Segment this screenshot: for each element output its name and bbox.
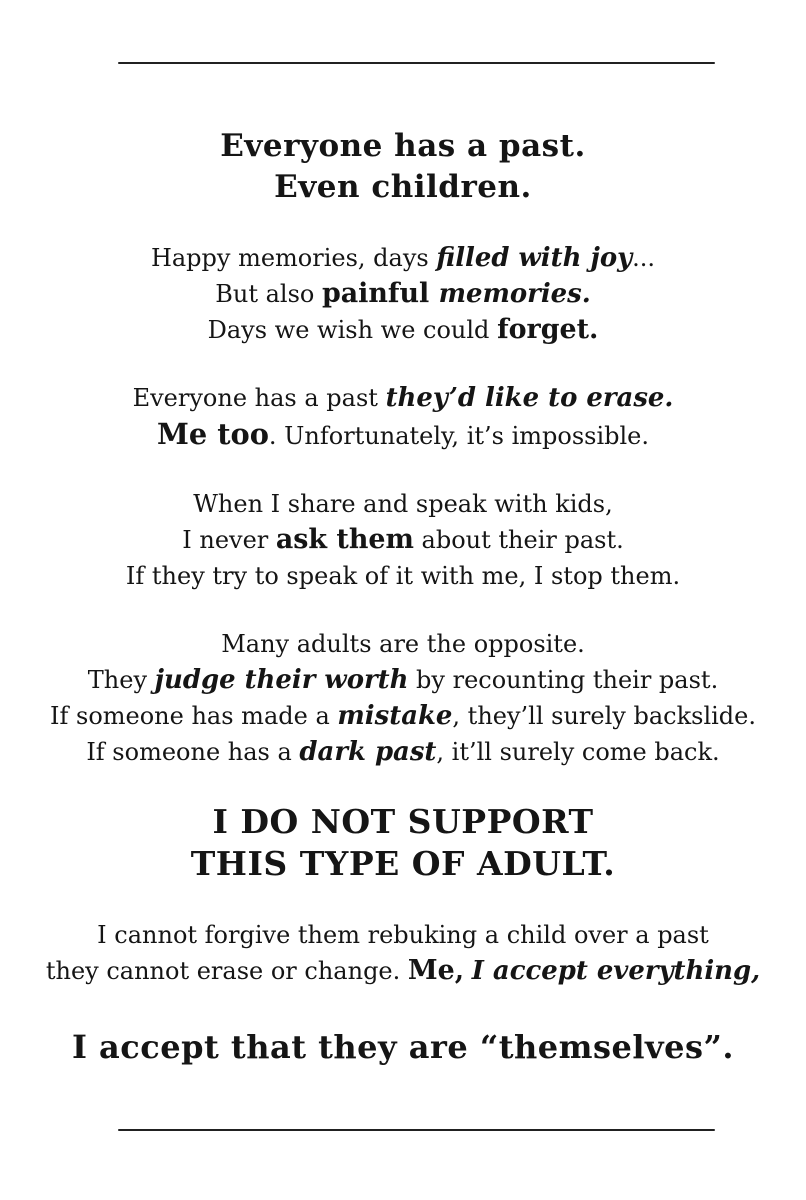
text-segment: If someone has a — [86, 738, 300, 766]
text-segment: judge their worth — [154, 665, 409, 695]
kids-paragraph — [0, 486, 806, 594]
erase-paragraph — [0, 380, 806, 454]
text-segment: they’d like to erase. — [385, 383, 674, 413]
text-segment: , they’ll surely backslide. — [452, 702, 756, 730]
text-segment: I cannot forgive them rebuking a child over a past — [97, 921, 709, 949]
text-line — [0, 380, 806, 416]
text-segment — [464, 957, 472, 985]
text-line — [0, 801, 806, 843]
text-segment: about their past. — [413, 526, 624, 554]
text-line — [0, 240, 806, 276]
text-segment: I DO NOT SUPPORT — [212, 802, 594, 841]
text-segment: But also — [215, 280, 322, 308]
text-segment: Happy memories, days — [150, 244, 437, 272]
text-segment: Many adults are the opposite. — [221, 630, 585, 658]
text-line — [0, 953, 806, 989]
text-segment: When I share and speak with kids, — [193, 490, 613, 518]
text-segment: , it’ll surely come back. — [436, 738, 720, 766]
text-segment: filled with joy — [436, 243, 633, 273]
memories-paragraph — [0, 240, 806, 348]
text-line — [0, 167, 806, 208]
text-line — [0, 626, 806, 662]
text-segment: they cannot erase or change. — [45, 957, 408, 985]
text-line — [0, 698, 806, 734]
text-line — [0, 486, 806, 522]
text-line — [0, 734, 806, 770]
text-segment: forget. — [497, 314, 599, 345]
text-segment: If they try to speak of it with me, I stop them. — [125, 562, 681, 590]
text-segment: by recounting their past. — [408, 666, 719, 694]
forgive-paragraph — [0, 917, 806, 989]
text-segment: I never — [182, 526, 276, 554]
text-segment: mistake — [337, 701, 453, 731]
accept-heading — [0, 1025, 806, 1069]
text-segment: . Unfortunately, it’s impossible. — [268, 422, 650, 450]
text-segment: painful — [321, 278, 439, 309]
text-segment: Me too — [156, 417, 269, 451]
text-segment: If someone has made a — [50, 702, 338, 730]
text-segment: THIS TYPE OF ADULT. — [190, 844, 616, 883]
text-segment: I accept everything, — [471, 956, 761, 986]
text-segment: Even children. — [274, 169, 532, 205]
text-line — [0, 1025, 806, 1069]
text-line — [0, 917, 806, 953]
text-segment: They — [87, 666, 155, 694]
text-line — [0, 312, 806, 348]
text-segment: dark past — [299, 737, 437, 767]
text-line — [0, 843, 806, 885]
text-segment: Everyone has a past — [132, 384, 386, 412]
text-segment: ask them — [275, 524, 414, 555]
text-segment: Days we wish we could — [207, 316, 498, 344]
text-segment: I accept that they are “themselves”. — [71, 1028, 735, 1066]
text-line — [0, 662, 806, 698]
text-line — [0, 522, 806, 558]
bottom-rule — [118, 1129, 715, 1131]
text-segment: memories. — [438, 279, 591, 309]
adults-paragraph — [0, 626, 806, 770]
text-line — [0, 558, 806, 594]
text-segment: Everyone has a past. — [220, 128, 586, 164]
text-line — [0, 416, 806, 454]
support-heading — [0, 801, 806, 885]
text-line — [0, 126, 806, 167]
intro-heading — [0, 126, 806, 208]
text-segment: Me, — [407, 955, 465, 986]
text-line — [0, 276, 806, 312]
text-segment: ... — [632, 244, 656, 272]
